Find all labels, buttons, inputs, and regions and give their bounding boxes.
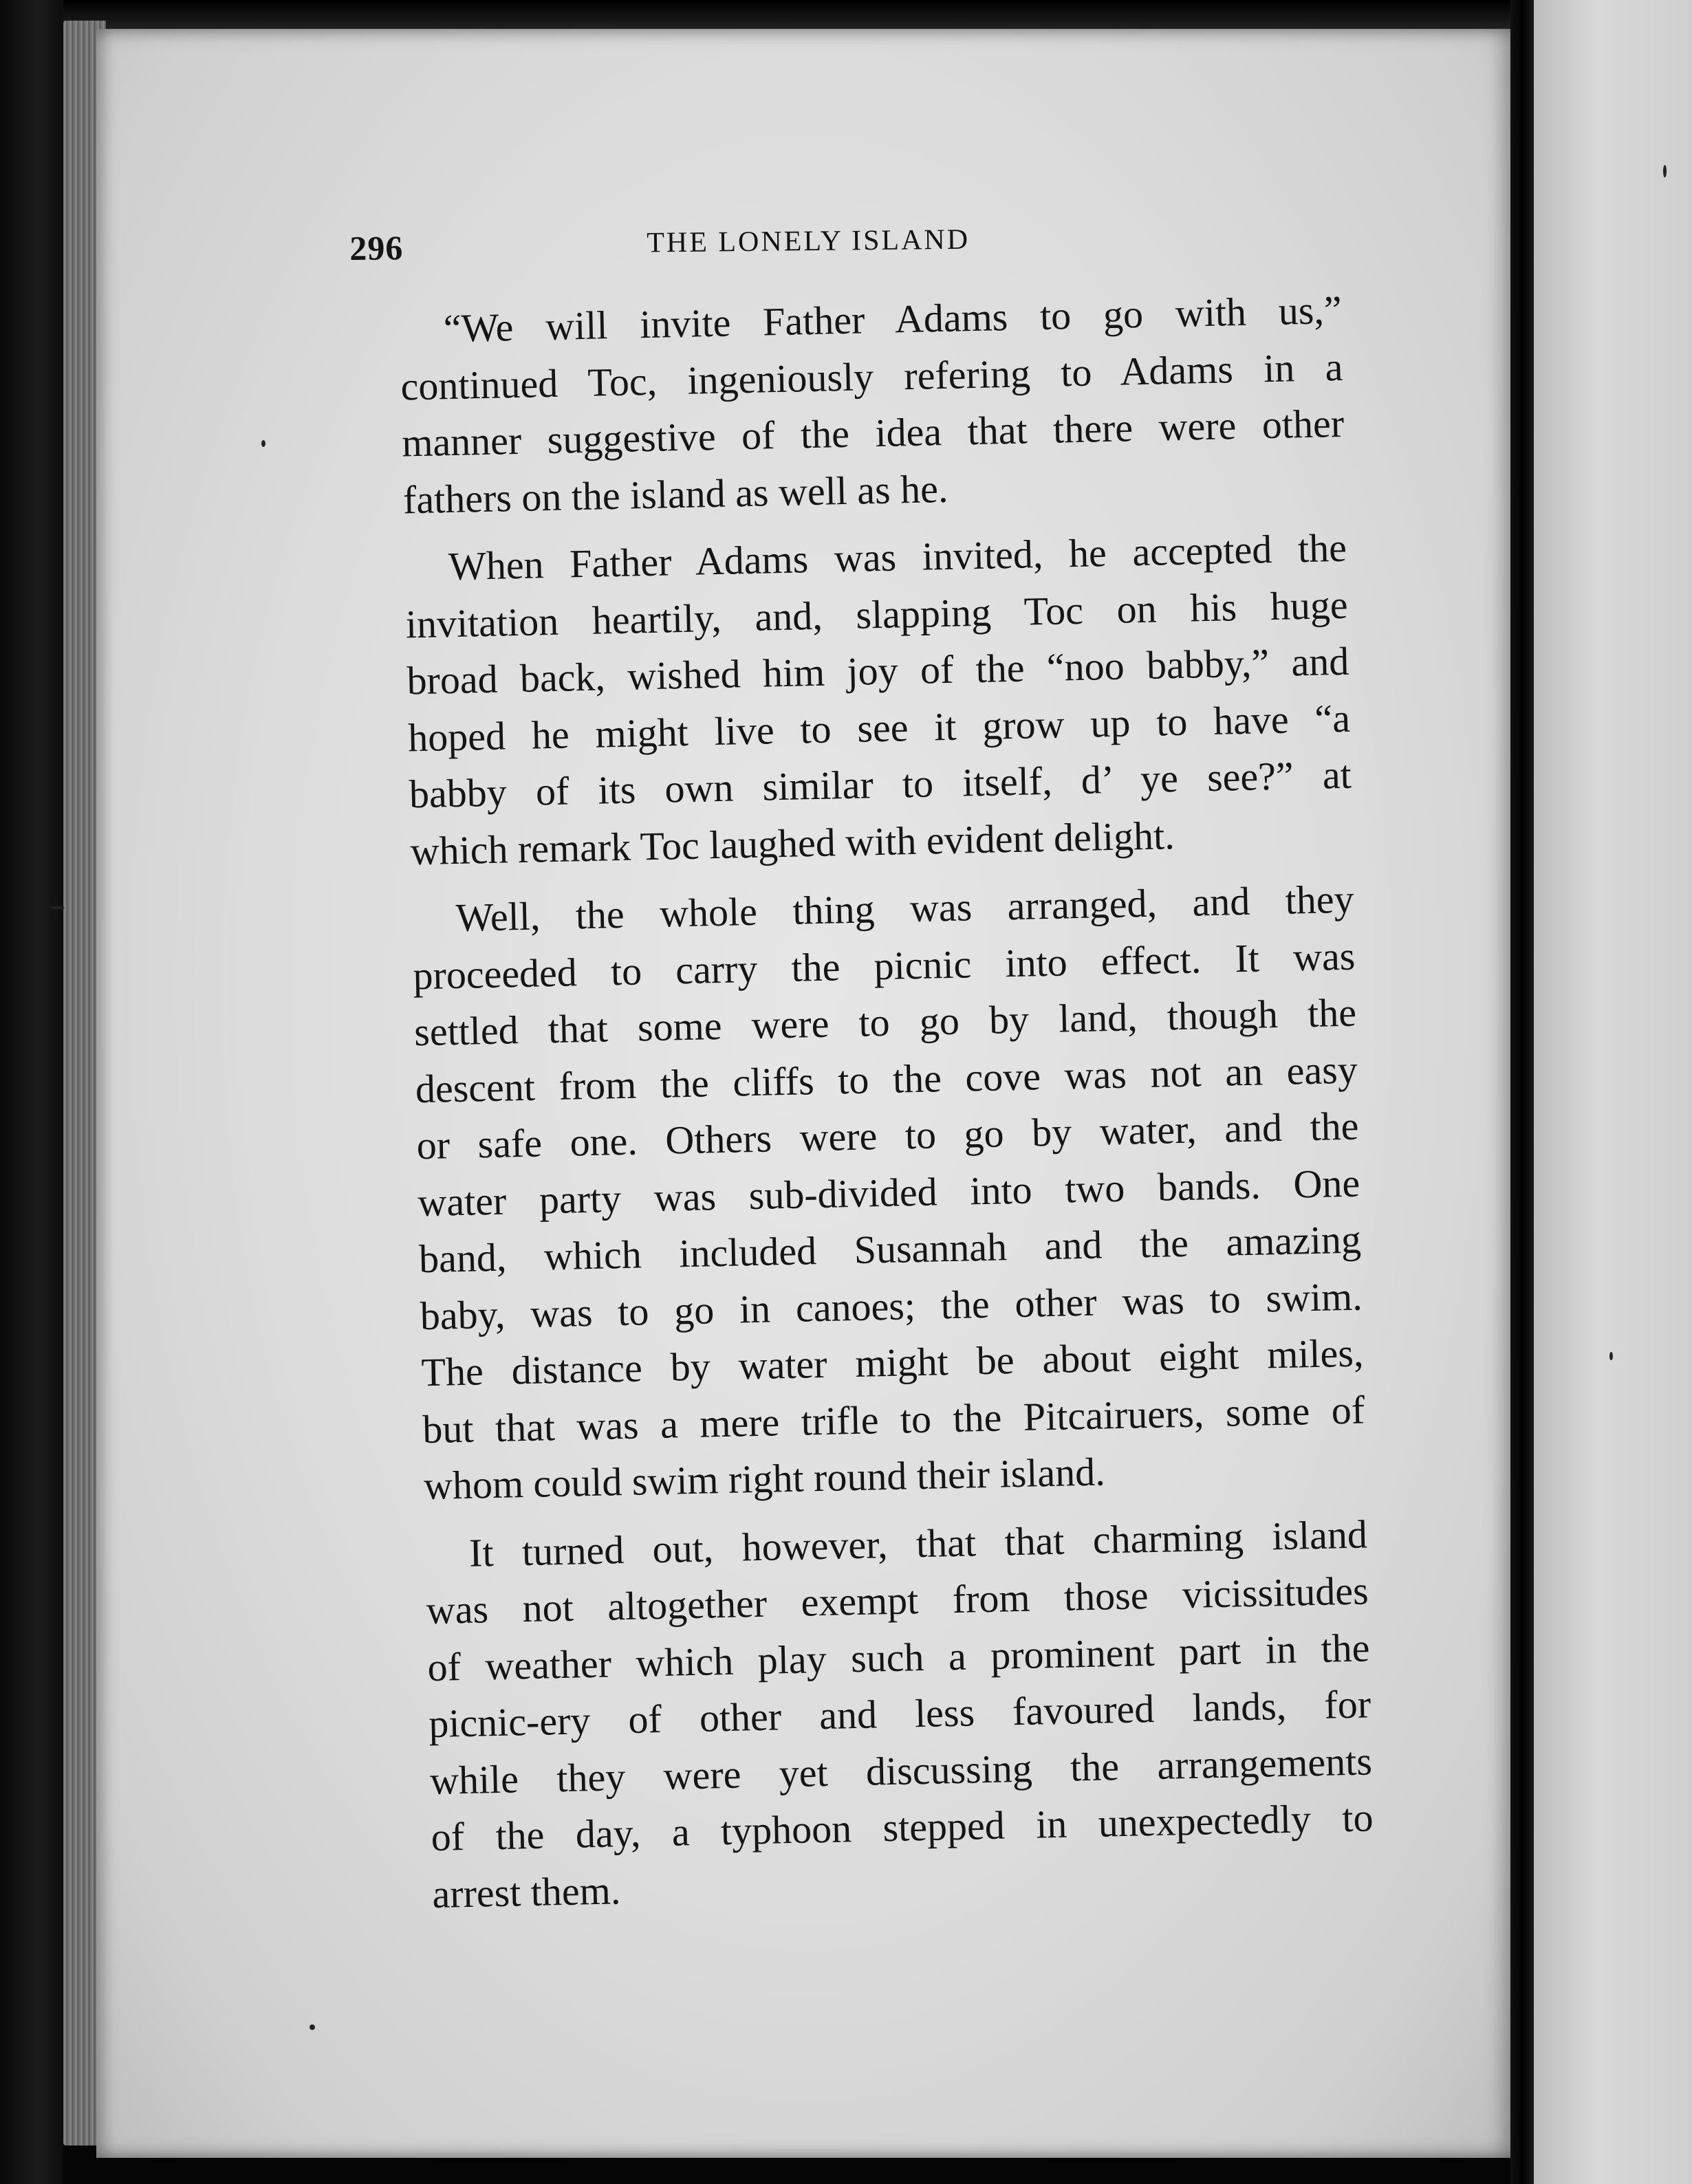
scanner-edge <box>0 0 63 2184</box>
text-line: babby of its own similar to itself, d’ ye see?” at <box>409 752 1352 817</box>
text-line: descent from the cliffs to the cove was not an easy <box>415 1047 1358 1111</box>
text-line: Well, the whole thing was arranged, and they <box>455 876 1355 940</box>
text-line: hoped he might live to see it grow up to have “a <box>407 695 1351 760</box>
text-line: arrest them. <box>431 1867 621 1917</box>
facing-page-edge <box>1534 0 1692 2184</box>
text-line: picnic-ery of other and less favoured lands, for <box>428 1681 1371 1747</box>
text-line: whom could swim right round their island. <box>423 1449 1106 1509</box>
running-title: THE LONELY ISLAND <box>647 223 970 259</box>
text-line: broad back, wished him joy of the “noo babby,” and <box>406 638 1349 703</box>
text-line: continued Toc, ingeniously refering to Adams in a <box>400 344 1343 408</box>
text-line: It turned out, however, that that charming island <box>468 1511 1368 1575</box>
text-line: manner suggestive of the idea that there were other <box>401 400 1345 466</box>
text-line: of the day, a typhoon stepped in unexpectedly to <box>431 1795 1374 1860</box>
text-line: which remark Toc laughed with evident delight. <box>410 812 1175 873</box>
text-line: baby, was to go in canoes; the other was to swim. <box>420 1274 1363 1338</box>
text-line: while they were yet discussing the arrangements <box>429 1738 1373 1803</box>
text-line: but that was a mere trifle to the Pitcairuers, some of <box>422 1386 1365 1452</box>
text-line: When Father Adams was invited, he accepted the <box>448 525 1347 589</box>
text-line: proceeded to carry the picnic into effect. It was <box>412 933 1356 998</box>
paragraph <box>376 1506 1375 1924</box>
book-gutter <box>1510 0 1534 2184</box>
paragraph <box>356 520 1353 881</box>
text-line: settled that some were to go by land, though the <box>413 990 1357 1055</box>
page-number: 296 <box>349 228 404 267</box>
text-line: “We will invite Father Adams to go with us,” <box>443 287 1343 351</box>
scan-speck <box>50 906 65 909</box>
text-line: or safe one. Others were to go by water, and the <box>416 1103 1360 1168</box>
text-line: of weather which play such a prominent part in the <box>426 1624 1370 1690</box>
scan-speck <box>1663 165 1667 177</box>
scan-speck <box>310 2024 315 2030</box>
text-line: water party was sub-divided into two bands. One <box>417 1160 1360 1225</box>
text-line: fathers on the island as well as he. <box>402 466 948 522</box>
top-shadow <box>63 0 1515 30</box>
text-line: was not altogether exempt from those vicissitudes <box>426 1568 1369 1633</box>
scan-speck <box>1609 1352 1613 1360</box>
text-line: invitation heartily, and, slapping Toc on his huge <box>405 582 1349 646</box>
text-line: band, which included Susannah and the amazing <box>418 1216 1362 1282</box>
paragraph <box>351 282 1346 529</box>
body-text <box>351 282 1375 1924</box>
text-line: The distance by water might be about eight miles, <box>420 1330 1364 1395</box>
paragraph <box>363 871 1367 1516</box>
scan-speck <box>261 440 265 447</box>
